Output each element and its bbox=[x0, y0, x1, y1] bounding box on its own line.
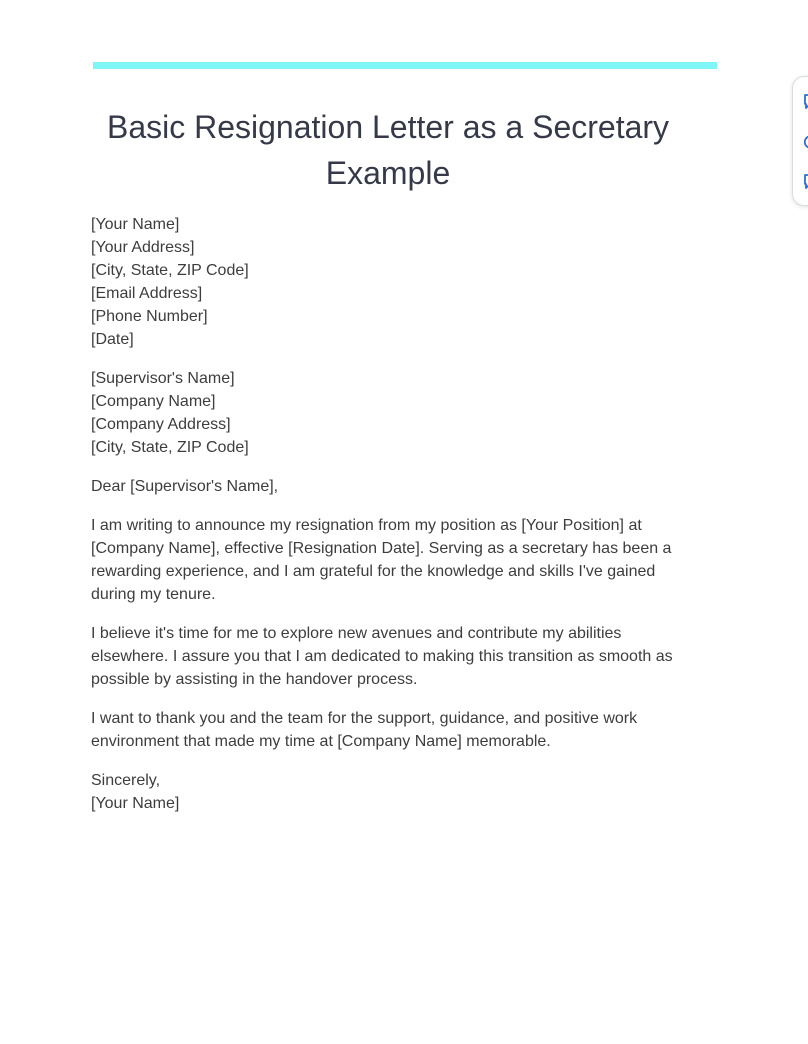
body-paragraph: I believe it's time for me to explore new avenues and contribute my abilities elsewhere. I assure you that I am dedicated to making this transition as smooth as possible by assisting in the handover process. bbox=[91, 625, 673, 688]
sender-line: [Email Address] bbox=[91, 285, 203, 302]
sender-line: [Date] bbox=[91, 331, 134, 348]
sender-line: [City, State, ZIP Code] bbox=[91, 262, 249, 279]
recipient-line: [Company Name] bbox=[91, 393, 216, 410]
sender-address-block bbox=[91, 213, 691, 351]
recipient-address-block bbox=[91, 367, 691, 459]
sender-line: [Your Name] bbox=[91, 216, 180, 233]
recipient-line: [City, State, ZIP Code] bbox=[91, 439, 249, 456]
recipient-line: [Company Address] bbox=[91, 416, 231, 433]
salutation: Dear [Supervisor's Name], bbox=[91, 478, 279, 495]
refresh-icon[interactable] bbox=[803, 133, 808, 151]
letter-body bbox=[91, 213, 691, 831]
body-paragraph: I am writing to announce my resignation from my position as [Your Position] at [Company Name], effective [Resignation Date]. Serving as a secretary has been a rewarding experience, and I am grateful for the knowledge and skills I've gained during my tenure. bbox=[91, 517, 672, 603]
comment-icon[interactable] bbox=[803, 93, 808, 111]
body-paragraph: I want to thank you and the team for the support, guidance, and positive work environment that made my time at [Company Name] memorable. bbox=[91, 710, 638, 750]
signature: [Your Name] bbox=[91, 795, 180, 812]
valediction: Sincerely, bbox=[91, 772, 161, 789]
feedback-icon[interactable] bbox=[803, 173, 808, 191]
side-action-panel bbox=[792, 76, 808, 206]
sender-line: [Your Address] bbox=[91, 239, 195, 256]
top-accent-rule bbox=[93, 62, 717, 69]
page-title: Basic Resignation Letter as a Secretary Example bbox=[106, 109, 670, 191]
sender-line: [Phone Number] bbox=[91, 308, 208, 325]
recipient-line: [Supervisor's Name] bbox=[91, 370, 235, 387]
closing-block bbox=[91, 769, 691, 815]
